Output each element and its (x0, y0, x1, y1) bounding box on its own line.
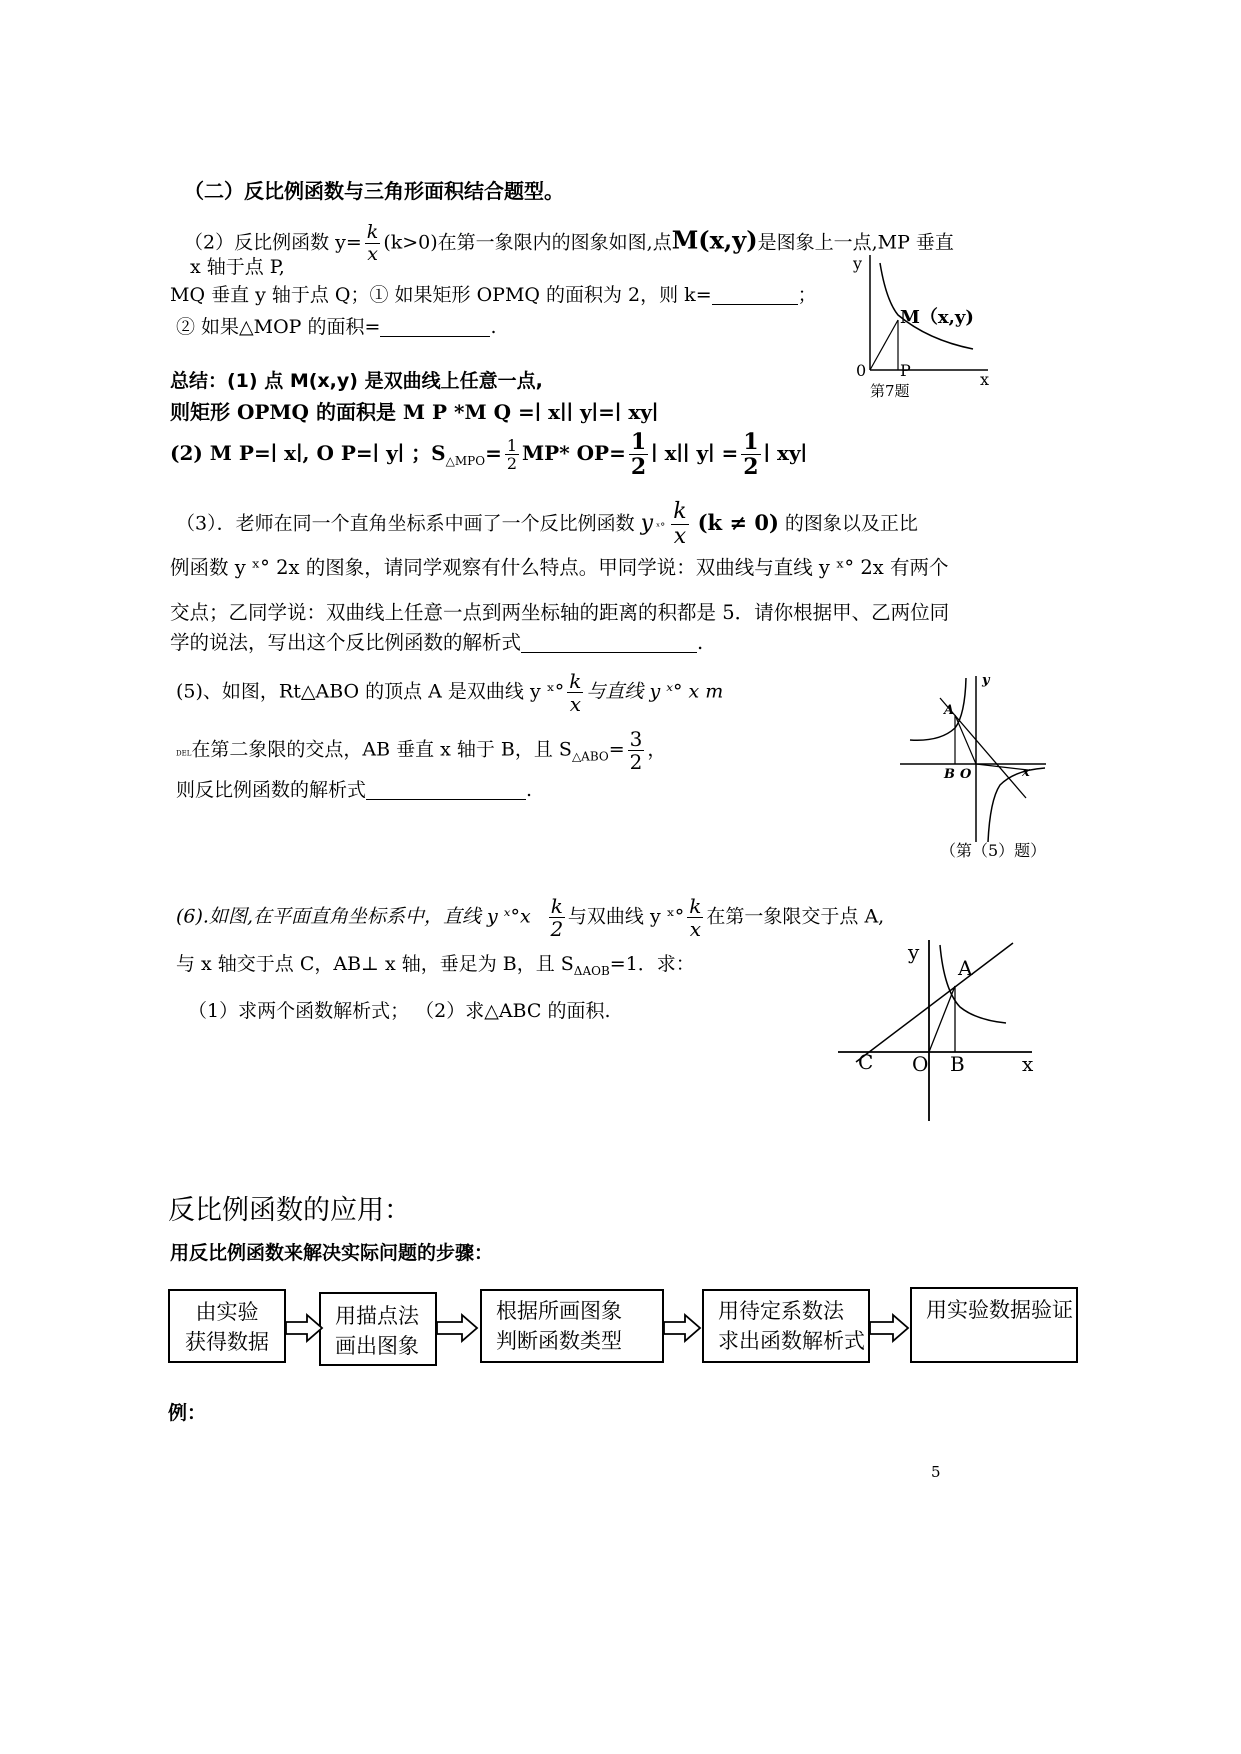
q2-point-m: M(x,y) (671, 225, 758, 255)
q3-l1-cond: (k ≠ 0) (697, 509, 779, 535)
fig5-label-y: y (982, 673, 990, 688)
step1-line2: 获得数据 (185, 1330, 269, 1355)
step-box-3 (480, 1289, 664, 1363)
fig5-label-a: A (944, 703, 955, 718)
q2-text-a: （2）反比例函数 y= (184, 231, 362, 254)
fig7-label-y: y (853, 254, 863, 273)
q5-l3-end: . (526, 779, 533, 801)
arrow-right-icon (436, 1313, 480, 1343)
fig6-label-y: y (908, 940, 920, 964)
q2-line3-end: ； (797, 284, 817, 306)
answer-blank-area[interactable] (380, 318, 490, 337)
q2-text-c: 是图象上一点,MP 垂直 (757, 231, 954, 254)
fig5-label-b: B (944, 767, 955, 782)
q6-l2-a: 与 x 轴交于点 C，AB⊥ x 轴，垂足为 B，且 S (176, 953, 574, 975)
q6-l1-b: 与双曲线 y ˣ° (567, 905, 685, 928)
q5-area-den: 2 (629, 750, 643, 774)
arrow-right-icon (663, 1313, 703, 1343)
q5-fraction (567, 670, 583, 715)
q6-frac2-den: x (689, 917, 701, 941)
step2-line1: 用描点法 (335, 1304, 419, 1328)
q3-l1-a: （3）．老师在同一个直角坐标系中画了一个反比例函数 (176, 512, 635, 535)
q2-fraction (365, 222, 381, 265)
summary-frac2-den: 2 (630, 454, 647, 481)
q2-line3 (170, 286, 817, 305)
summary-l3-sub: △MPO (445, 454, 486, 469)
q6-frac2-num: k (689, 894, 702, 918)
q6-line3: （1）求两个函数解析式； （2）求△ABC 的面积. (188, 1000, 611, 1022)
q6-line2 (176, 955, 695, 977)
q5-frac-num: k (569, 669, 582, 693)
step4-line2: 求出函数解析式 (718, 1329, 865, 1354)
q3-l1-b: 的图象以及正比 (784, 512, 918, 535)
fig7-label-x: x (980, 370, 990, 389)
summary-l3-c: MP* OP= (522, 441, 626, 466)
page-number: 5 (931, 1463, 941, 1481)
q2-line4 (176, 318, 496, 337)
step-box-1 (168, 1289, 286, 1363)
q6-l1-a: (6).如图,在平面直角坐标系中，直线 y ˣ°x (176, 905, 531, 928)
fig7-label-p: P (900, 361, 911, 380)
summary-frac-2 (629, 430, 648, 479)
summary-line1: 总结：(1) 点 M(x,y) 是双曲线上任意一点, (170, 370, 543, 392)
figure-6 (836, 935, 1046, 1125)
summary-l3-a: (2) M P=∣ x∣, O P=∣ y∣ ；S (170, 441, 446, 466)
fig6-label-o: O (912, 1052, 929, 1076)
fig6-label-a: A (958, 956, 973, 980)
figure-7 (848, 245, 1008, 405)
fig7-label-m: M（x,y) (900, 307, 974, 328)
q2-text-b: (k>0)在第一象限内的图象如图,点 (383, 231, 672, 254)
q3-line4 (170, 633, 703, 653)
fig5-label-x: x (1022, 765, 1030, 780)
q6-fraction-1 (549, 895, 565, 940)
summary-line2: 则矩形 OPMQ 的面积是 M P *M Q =∣ x∣∣ y∣=∣ xy∣ (170, 400, 659, 424)
q6-l2-b: =1．求： (609, 953, 695, 975)
arrow-right-icon (285, 1313, 325, 1343)
application-heading: 反比例函数的应用： (168, 1195, 411, 1226)
fig6-label-x: x (1022, 1052, 1034, 1076)
step3-line2: 判断函数类型 (496, 1329, 622, 1354)
step3-line1: 根据所画图象 (496, 1299, 622, 1323)
q6-l1-c: 在第一象限交于点 A, (706, 905, 885, 928)
q5-l2-c: ， (647, 738, 667, 761)
q3-l1-eq: y (640, 510, 654, 536)
step-box-4 (702, 1289, 870, 1363)
q5-line1 (176, 670, 723, 715)
q3-line2: 例函数 y ˣ° 2x 的图象，请同学观察有什么特点。甲同学说：双曲线与直线 y ˣ° 2x 有两个 (170, 556, 949, 579)
summary-frac-3 (741, 430, 760, 479)
answer-blank-q3[interactable] (521, 634, 697, 653)
q5-area-num: 3 (629, 727, 643, 751)
step1-line1: 由实验 (195, 1300, 259, 1324)
figure-5 (900, 670, 1050, 850)
q5-l2-b: = (608, 738, 625, 761)
step4-line1: 用待定系数法 (718, 1299, 844, 1323)
summary-frac2-num: 1 (630, 429, 647, 455)
q3-garbled-eq: ˣ° (656, 521, 666, 533)
q5-l1-a: (5)、如图，Rt△ABO 的顶点 A 是双曲线 y ˣ° (176, 680, 565, 703)
q5-line3 (176, 781, 532, 800)
q3-line1 (176, 500, 918, 549)
q6-l2-sub: ΔAOB (573, 963, 610, 978)
summary-frac3-num: 1 (743, 429, 759, 455)
q5-line2 (176, 728, 666, 773)
fig7-caption: 第7题 (870, 382, 910, 400)
q3-frac-den: x (673, 524, 687, 550)
example-label: 例： (168, 1402, 207, 1424)
q5-l2-a: 在第二象限的交点，AB 垂直 x 轴于 B，且 S (191, 738, 572, 761)
fig6-label-b: B (950, 1052, 965, 1076)
q6-frac1-num: k (550, 894, 563, 918)
summary-l3-e: ∣ xy∣ (763, 441, 808, 466)
step-box-5 (910, 1287, 1078, 1363)
q3-fraction (671, 500, 688, 549)
q5-l2-sub: △ABO (571, 749, 609, 764)
summary-frac3-den: 2 (743, 454, 759, 481)
q3-line3: 交点；乙同学说：双曲线上任意一点到两坐标轴的距离的积都是 5．请你根据甲、乙两位同 (170, 601, 950, 624)
step-box-2 (319, 1292, 437, 1366)
fig5-label-o: O (960, 767, 972, 782)
q6-fraction-2 (687, 895, 703, 940)
summary-frac-1 (505, 437, 519, 473)
summary-line3 (170, 430, 807, 479)
q3-frac-num: k (673, 499, 687, 524)
step5-line1: 用实验数据验证 (926, 1298, 1073, 1322)
application-subheading: 用反比例函数来解决实际问题的步骤： (170, 1242, 494, 1264)
q2-line3-text: MQ 垂直 y 轴于点 Q；① 如果矩形 OPMQ 的面积为 2，则 k= (170, 284, 712, 306)
q5-l1-b: 与直线 y ˣ° x m (586, 680, 724, 703)
q5-frac-den: x (569, 692, 581, 716)
q6-frac1-den: 2 (550, 917, 564, 941)
q2-line1 (184, 222, 954, 265)
answer-blank-q5[interactable] (366, 781, 526, 800)
summary-frac1-num: 1 (506, 435, 518, 455)
arrow-right-icon (869, 1313, 911, 1343)
step2-line2: 画出图象 (335, 1334, 419, 1359)
q2-frac-num: k (366, 221, 379, 243)
q6-line1 (176, 895, 884, 940)
q5-del-mark: DEL (176, 749, 192, 758)
q3-l4-text: 学的说法，写出这个反比例函数的解析式 (170, 631, 522, 654)
q3-l4-end: . (697, 631, 704, 654)
answer-blank-k[interactable] (712, 286, 798, 305)
fig5-caption: （第（5）题） (940, 841, 1047, 860)
fig7-label-o: 0 (856, 361, 867, 380)
q5-fraction-area (628, 728, 645, 773)
summary-l3-b: = (485, 441, 502, 466)
section-heading: （二）反比例函数与三角形面积结合题型。 (184, 179, 564, 203)
summary-frac1-den: 2 (506, 454, 518, 474)
q5-l3-text: 则反比例函数的解析式 (176, 779, 367, 801)
fig6-label-c: C (858, 1050, 874, 1074)
q2-line4-text: ② 如果△MOP 的面积= (176, 316, 381, 338)
q2-line2: x 轴于点 P, (190, 256, 285, 278)
q2-line4-end: . (490, 316, 497, 338)
q2-frac-den: x (367, 242, 378, 265)
summary-l3-d: ∣ x∣∣ y∣ = (651, 441, 739, 466)
